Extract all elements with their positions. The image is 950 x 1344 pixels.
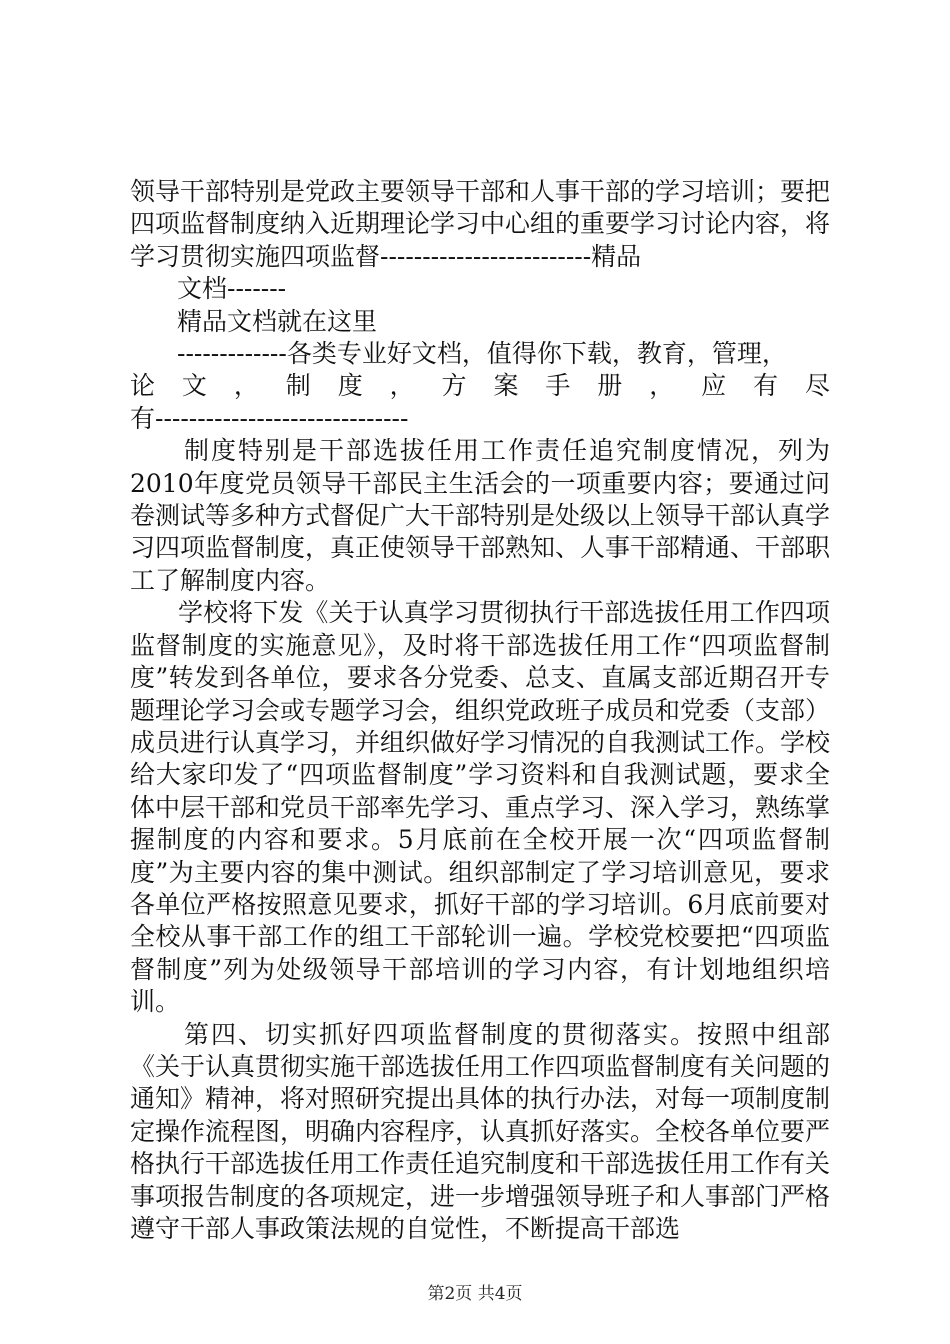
document-body [130,176,830,1245]
paragraph-2: 学校将下发《关于认真学习贯彻执行干部选拔任用工作四项监督制度的实施意见》，及时将干部选拔任用工作“四项监督制度”转发到各单位，要求各分党委、总支、直属支部近期召开专题理论学习会或专题学习会，组织党政班子成员和党委（支部）成员进行认真学习，并组织做好学习情况的自我测试工作。学校给大家印发了“四项监督制度”学习资料和自我测试题，要求全体中层干部和党员干部率先学习、重点学习、深入学习，熟练掌握制度的内容和要求。5月底前在全校开展一次“四项监督制度”为主要内容的集中测试。组织部制定了学习培训意见，要求各单位严格按照意见要求，抓好干部的学习培训。6月底前要对全校从事干部工作的组工干部轮训一遍。学校党校要把“四项监督制度”列为处级领导干部培训的学习内容，有计划地组织培训。 [130,598,831,1017]
ad-text-line-5: 有------------------------------ [130,403,409,433]
paragraph-1: 制度特别是干部选拔任用工作责任追究制度情况，列为2010年度党员领导干部民主生活会的一项重要内容；要通过问卷测试等多种方式督促广大干部特别是处级以上领导干部认真学习四项监督制度，真正使领导干部熟知、人事干部精通、干部职工了解制度内容。 [130,436,831,595]
paragraph-3: 第四、切实抓好四项监督制度的贯彻落实。按照中组部《关于认真贯彻实施干部选拔任用工作四项监督制度有关问题的通知》精神，将对照研究提出具体的执行办法，对每一项制度制定操作流程图，明确内容程序，认真抓好落实。全校各单位要严格执行干部选拔任用工作责任追究制度和干部选拔任用工作有关事项报告制度的各项规定，进一步增强领导班子和人事部门严格遵守干部人事政策法规的自觉性，不断提高干部选 [130,1019,831,1243]
ad-text-line-3: -------------各类专业好文档，值得你下载，教育，管理， [177,339,787,369]
ad-text-line-4: 论 文 ， 制 度 ， 方 案 手 册 ， 应 有 尽 [130,371,830,401]
ad-text-line-2: 精品文档就在这里 [177,306,378,336]
page-number-footer: 第2页 共4页 [427,1284,523,1304]
paragraph-intro: 领导干部特别是党政主要领导干部和人事干部的学习培训；要把四项监督制度纳入近期理论学习中心组的重要学习讨论内容，将学习贯彻实施四项监督-------------------------精品 [130,177,831,271]
ad-text-line-1: 文档------- [177,274,287,304]
